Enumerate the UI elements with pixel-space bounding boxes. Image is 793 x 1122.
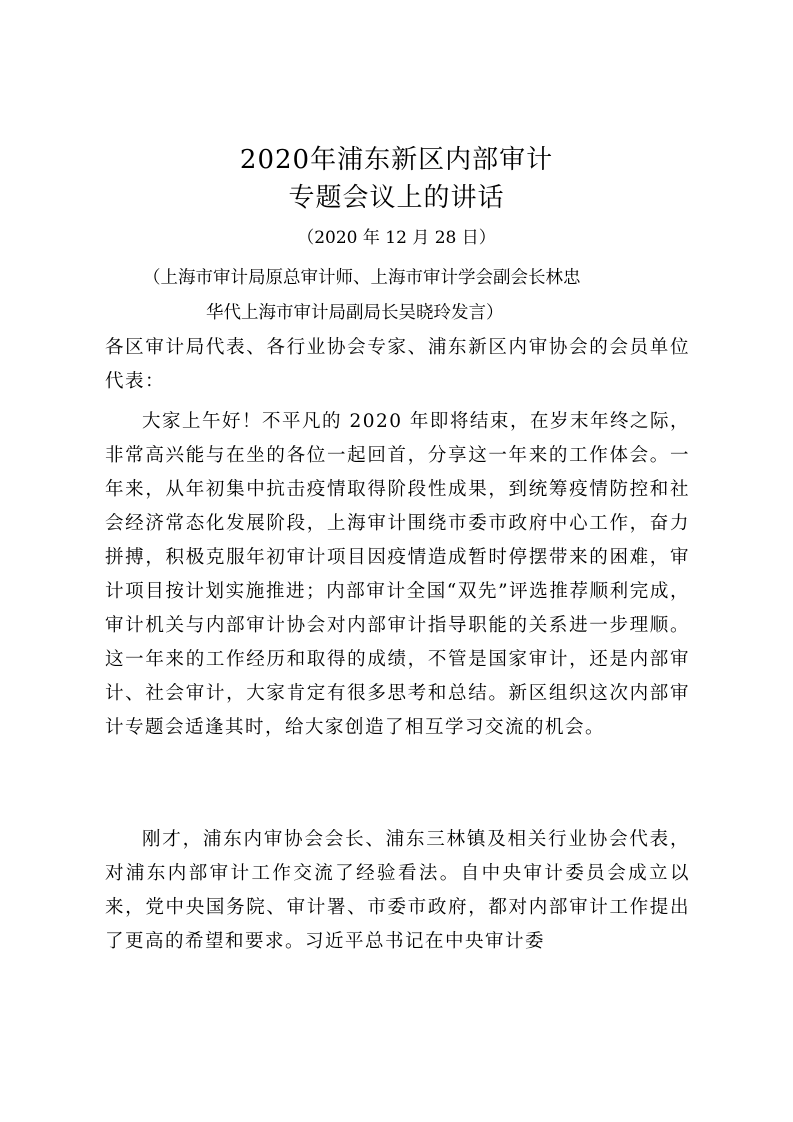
title-line-2: 专题会议上的讲话 xyxy=(288,183,505,213)
speaker-line-1: （上海市审计局原总审计师、上海市审计学会副会长林忠 xyxy=(143,268,581,288)
speech-date: （2020 年 12 月 28 日） xyxy=(297,228,496,248)
paragraph-1: 大家上午好！不平凡的 2020 年即将结束，在岁末年终之际，非常高兴能与在坐的各位一起回首，分享这一年来的工作体会。一年来，从年初集中抗击疫情取得阶段性成果，到统筹疫情防控和社会经济常态化发展阶段，上海审计围绕市委市政府中心工作，奋力拼搏，积极克服年初审计项目因疫情造成暂时停摆带来的困难，审计项目按计划实施推进；内部审计全国“双先”评选推荐顺利完成，审计机关与内部审计协会对内部审计指导职能的关系进一步理顺。这一年来的工作经历和取得的成绩，不管是国家审计，还是内部审计、社会审计，大家肯定有很多思考和总结。新区组织这次内部审计专题会适逢其时，给大家创造了相互学习交流的机会。 xyxy=(105,411,690,738)
salutation: 各区审计局代表、各行业协会专家、浦东新区内审协会的会员单位代表： xyxy=(105,337,690,392)
speaker-line-2: 华代上海市审计局副局长吴晓玲发言） xyxy=(206,303,504,323)
paragraph-2: 刚才，浦东内审协会会长、浦东三林镇及相关行业协会代表，对浦东内部审计工作交流了经验看法。自中央审计委员会成立以来，党中央国务院、审计署、市委市政府，都对内部审计工作提出了更高的希望和要求。习近平总书记在中央审计委 xyxy=(105,829,690,952)
title-line-1: 2020年浦东新区内部审计 xyxy=(239,145,554,175)
